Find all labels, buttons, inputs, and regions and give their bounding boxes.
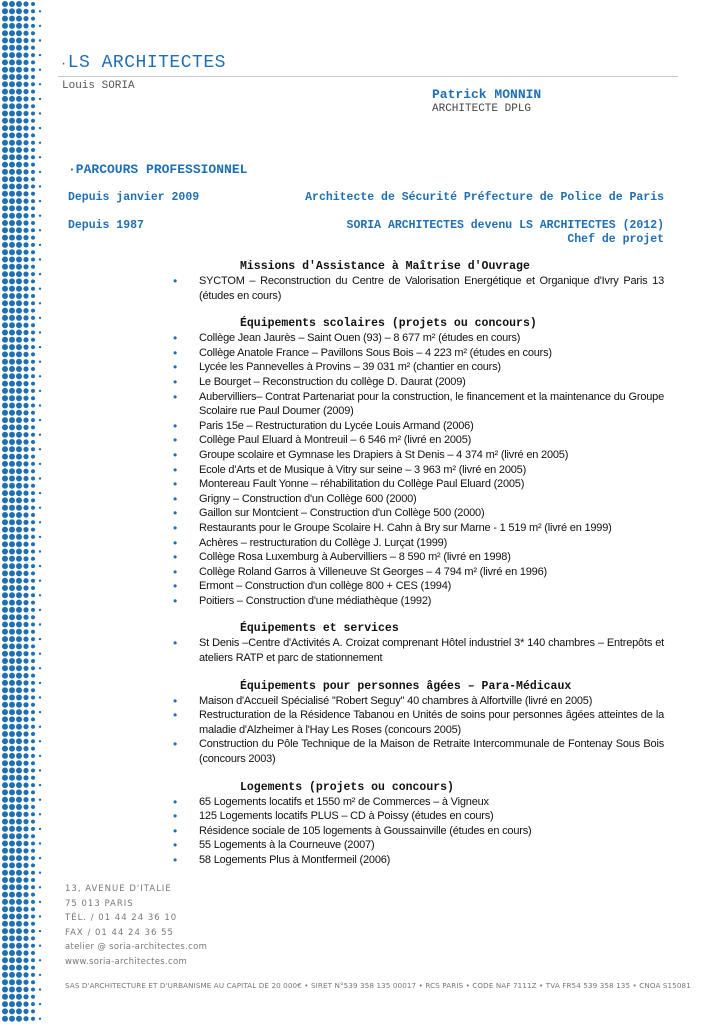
position-entry: [68, 191, 664, 205]
firm-founder: Louis SORIA: [62, 80, 135, 92]
list-item: • Montereau Fault Yonne – réhabilitation du Collège Paul Eluard (2005): [170, 477, 664, 492]
category-items: [170, 636, 664, 665]
list-item: • Paris 15e – Restructuration du Lycée Louis Armand (2006): [170, 419, 664, 434]
list-item: • 65 Logements locatifs et 1550 m² de Commerces – à Vigneux: [170, 795, 664, 810]
list-item: • Résidence sociale de 105 logements à Goussainville (études en cours): [170, 824, 664, 839]
list-item: • Restructuration de la Résidence Tabanou en Unités de soins pour personnes âgées atteintes de la maladie d'Alzheimer à l'Hay Les Roses (concours 2005): [170, 708, 664, 737]
list-item: • 125 Logements locatifs PLUS – CD à Poissy (études en cours): [170, 809, 664, 824]
category-title: Missions d'Assistance à Maîtrise d'Ouvrage: [240, 260, 530, 273]
list-item: • Groupe scolaire et Gymnase les Drapiers à St Denis – 4 374 m² (livré en 2005): [170, 448, 664, 463]
category-items: [170, 795, 664, 868]
legal-mentions: SAS D'ARCHITECTURE ET D'URBANISME AU CAPITAL DE 20 000€ • SIRET N°539 358 135 00017 • RCS PARIS • CODE NAF 7111Z • TVA FR54 539 358 135 • CNOA S15081: [65, 981, 691, 990]
list-item: • Collège Roland Garros à Villeneuve St Georges – 4 794 m² (livré en 1996): [170, 565, 664, 580]
position-title: Architecte de Sécurité Préfecture de Police de Paris: [305, 191, 664, 204]
list-item: • Collège Jean Jaurès – Saint Ouen (93) – 8 677 m² (études en cours): [170, 331, 664, 346]
firm-name: ·LS ARCHITECTES: [60, 53, 226, 73]
section-title: ·PARCOURS PROFESSIONNEL: [68, 162, 248, 177]
list-item: • Restaurants pour le Groupe Scolaire H. Cahn à Bry sur Marne - 1 519 m² (livré en 1999): [170, 521, 664, 536]
fax-number: FAX / 01 44 24 36 55: [65, 927, 174, 938]
list-item: • St Denis –Centre d'Activités A. Croizat comprenant Hôtel industriel 3* 140 chambres – Entrepôts et ateliers RATP et parc de stationnement: [170, 636, 664, 665]
list-item: • 55 Logements à la Courneuve (2007): [170, 838, 664, 853]
list-item: • Lycée les Pannevelles à Provins – 39 031 m² (chantier en cours): [170, 360, 664, 375]
list-item: • Le Bourget – Reconstruction du collège D. Daurat (2009): [170, 375, 664, 390]
list-item: • Gaillon sur Montcient – Construction d'un Collège 500 (2000): [170, 506, 664, 521]
position-date: Depuis janvier 2009: [68, 191, 200, 204]
position-entry: [68, 219, 664, 247]
header-rule: [58, 76, 678, 77]
position-title: SORIA ARCHITECTES devenu LS ARCHITECTES (2012): [346, 219, 664, 232]
category-title: Logements (projets ou concours): [240, 780, 454, 794]
category-title: Équipements et services: [240, 622, 399, 636]
website-url: www.soria-architectes.com: [65, 956, 188, 967]
category-title: Équipements scolaires (projets ou concours): [240, 317, 537, 331]
list-item: • Grigny – Construction d'un Collège 600 (2000): [170, 492, 664, 507]
category-title: Équipements pour personnes âgées – Para-Médicaux: [240, 679, 572, 693]
list-item: • Achères – restructuration du Collège J. Lurçat (1999): [170, 536, 664, 551]
list-item: • Collège Rosa Luxemburg à Aubervilliers – 8 590 m² (livré en 1998): [170, 550, 664, 565]
email-address: atelier @ soria-architectes.com: [65, 942, 208, 952]
missions-list: [170, 260, 664, 868]
phone-number: TÉL. / 01 44 24 36 10: [65, 913, 178, 923]
list-item: • Maison d'Accueil Spécialisé ''Robert Seguy'' 40 chambres à Alfortville (livré en 2005): [170, 694, 664, 709]
category-items: [170, 694, 664, 767]
dot-pattern-decoration: [0, 0, 50, 1024]
list-item: • Ecole d'Arts et de Musique à Vitry sur seine – 3 963 m² (livré en 2005): [170, 463, 664, 478]
address-city: 75 013 PARIS: [65, 898, 134, 909]
list-item: • Ermont – Construction d'un collège 800 + CES (1994): [170, 579, 664, 594]
position-date: Depuis 1987: [68, 219, 144, 232]
list-item: • Aubervilliers– Contrat Partenariat pour la construction, le financement et la maintenance du Groupe Scolaire rue Paul Doumer (2009): [170, 390, 664, 419]
list-item: • 58 Logements Plus à Montfermeil (2006): [170, 853, 664, 868]
person-name: Patrick MONNIN: [432, 87, 542, 102]
category-items: [170, 331, 664, 608]
category-items: [170, 274, 664, 303]
position-role: Chef de projet: [567, 233, 664, 246]
list-item: • Collège Paul Eluard à Montreuil – 6 546 m² (livré en 2005): [170, 433, 664, 448]
list-item: • Construction du Pôle Technique de la Maison de Retraite Intercommunale de Fontenay Sous Bois (concours 2003): [170, 737, 664, 766]
list-item: • Poitiers – Construction d'une médiathèque (1992): [170, 594, 664, 609]
list-item: • Collège Anatole France – Pavillons Sous Bois – 4 223 m² (études en cours): [170, 346, 664, 361]
person-title: ARCHITECTE DPLG: [432, 103, 532, 115]
address-street: 13, AVENUE D'ITALIE: [65, 884, 172, 894]
footer-address: [65, 882, 207, 969]
list-item: • SYCTOM – Reconstruction du Centre de Valorisation Energétique et Organique d'Ivry Paris 13 (études en cours): [170, 274, 664, 303]
